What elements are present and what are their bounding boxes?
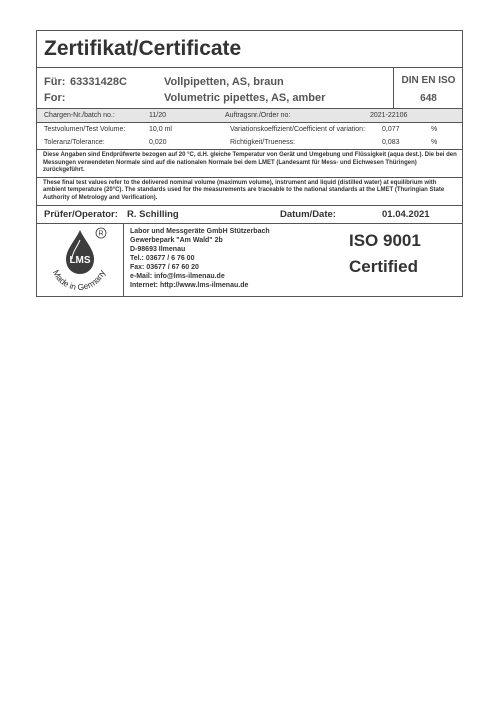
trueness-unit: % [431,139,438,146]
address-line-3: D-98693 Ilmenau [130,245,186,253]
article-number: 63331428C [70,76,127,88]
certificate-document [36,30,463,297]
cv-unit: % [431,126,438,133]
trueness-value: 0,083 [382,139,400,146]
lms-logo-icon [37,224,123,296]
date-value: 01.04.2021 [382,208,430,220]
address-line-2: Gewerbepark "Am Wald" 2b [130,236,223,244]
tolerance-row [37,136,462,150]
certificate-title: Zertifikat/Certificate [44,37,242,60]
address-phone: Tel.: 03677 / 6 76 00 [130,254,195,262]
company-address [130,227,270,291]
standard-line-2: 648 [420,93,437,104]
logo-brand-text: LMS [69,254,91,266]
made-in-germany-text: Made in Germany [50,267,108,292]
batch-row [37,109,462,123]
address-fax: Fax: 03677 / 67 60 20 [130,263,199,271]
note-german: Diese Angaben sind Endprüfwerte bezogen auf 20 °C, d.H. gleiche Temperatur von Gerät und Umgebung und Flüssigkeit (aqua dest.). Die bei den Messungen verwendeten Normale sind auf die nationalen Normale bei dem LMET (Landesamt für Mess- und Eichwesen Thüringen) zurückgeführt. [37,150,462,178]
tolerance-value: 0,020 [149,139,167,146]
title-bar [37,31,462,68]
signature-row [37,206,462,224]
address-line-1: Labor und Messgeräte GmbH Stützerbach [130,227,270,235]
product-name-en: Volumetric pipettes, AS, amber [164,92,326,104]
address-website: Internet: http://www.lms-ilmenau.de [130,282,249,290]
registered-mark: R [98,230,104,238]
company-logo [37,224,124,296]
cv-value: 0,077 [382,126,400,133]
address-email: e-Mail: info@lms-ilmenau.de [130,273,225,281]
batch-label: Chargen-Nr./batch no.: [44,112,115,119]
batch-value: 11/20 [149,112,166,119]
test-volume-label: Testvolumen/Test Volume: [44,126,126,133]
trueness-label: Richtigkeit/Trueness: [230,139,296,146]
order-label: Auftragsnr./Order no: [225,112,291,119]
operator-label: Prüfer/Operator: [44,208,118,220]
product-section [37,68,462,109]
iso-certified: Certified [349,256,418,276]
operator-name: R. Schilling [127,208,179,220]
footer-section [37,224,462,296]
fuer-label: Für: [44,76,66,88]
product-name-de: Vollpipetten, AS, braun [164,76,284,88]
standard-box [393,68,463,108]
note-english: These final test values refer to the delivered nominal volume (maximum volume), instrument and liquid (distilled water) at equilibrium with ambient temperature (20°C). The standards used for the measurements are traceable to the national standards at the LMET (Thuringian State Authority of Metrology and Verification). [37,178,462,206]
date-label: Datum/Date: [280,208,336,220]
iso-standard: ISO 9001 [349,230,421,250]
cv-label: Variationskoeffizient/Coefficient of variation: [230,126,366,133]
for-label: For: [44,92,66,104]
test-volume-row [37,123,462,136]
tolerance-label: Toleranz/Tolerance: [44,139,105,146]
order-value: 2021-22106 [370,112,408,119]
standard-line-1: DIN EN ISO [401,75,456,86]
test-volume-value: 10,0 ml [149,126,172,133]
